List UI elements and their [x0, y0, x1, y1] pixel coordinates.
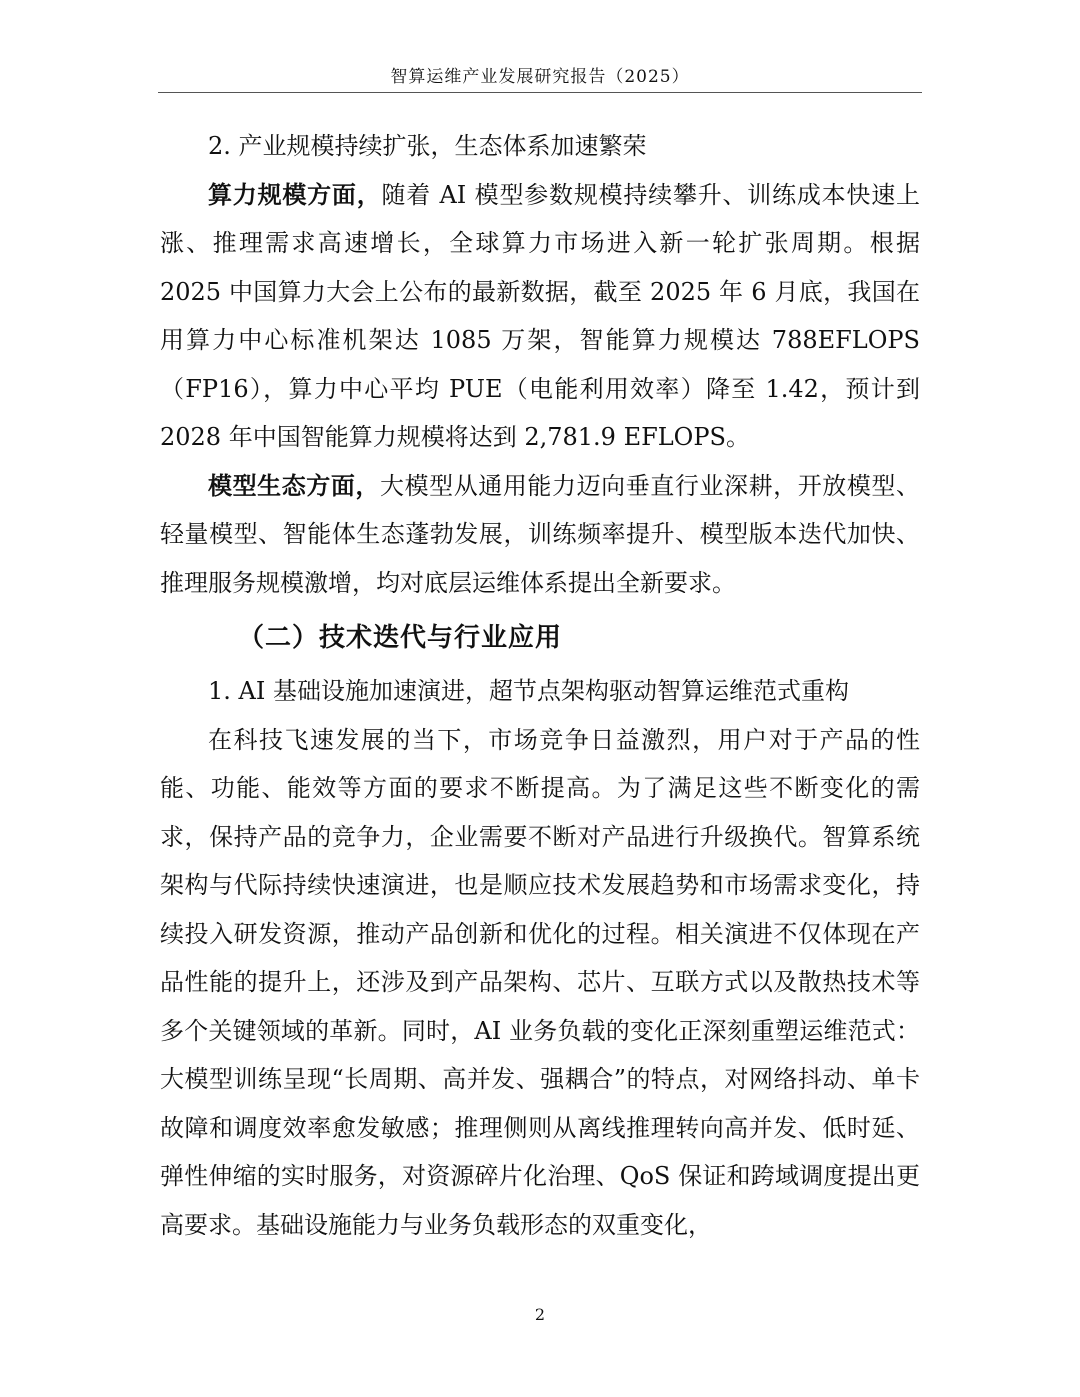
paragraph-model-lead: 模型生态方面， — [208, 470, 380, 500]
paragraph-compute-lead: 算力规模方面， — [208, 179, 382, 209]
section-heading-tech-iteration: （二）技术迭代与行业应用 — [238, 623, 563, 653]
paragraph-model-ecosystem — [160, 462, 920, 608]
subheading-ai-infrastructure: 1. AI 基础设施加速演进，超节点架构驱动智算运维范式重构 — [208, 677, 849, 705]
paragraph-compute-scale — [160, 171, 920, 462]
paragraph-compute-body: 随着 AI 模型参数规模持续攀升、训练成本快速上涨、推理需求高速增长，全球算力市场进入新一轮扩张周期。根据 2025 中国算力大会上公布的最新数据，截至 2025 年 6 月底，我国在用算力中心标准机架达 1085 万架，智能算力规模达 788EFLOPS（FP16），算力中心平均 PUE（电能利用效率）降至 1.42，预计到 2028 年中国智能算力规模将达到 2,781.9 EFLOPS。 — [160, 180, 920, 451]
paragraph-infrastructure: 在科技飞速发展的当下，市场竞争日益激烈，用户对于产品的性能、功能、能效等方面的要求不断提高。为了满足这些不断变化的需求，保持产品的竞争力，企业需要不断对产品进行升级换代。智算系统架构与代际持续快速演进，也是顺应技术发展趋势和市场需求变化，持续投入研发资源，推动产品创新和优化的过程。相关演进不仅体现在产品性能的提升上，还涉及到产品架构、芯片、互联方式以及散热技术等多个关键领域的革新。同时，AI 业务负载的变化正深刻重塑运维范式：大模型训练呈现“长周期、高并发、强耦合”的特点，对网络抖动、单卡故障和调度效率愈发敏感；推理侧则从离线推理转向高并发、低时延、弹性伸缩的实时服务，对资源碎片化治理、QoS 保证和跨域调度提出更高要求。基础设施能力与业务负载形态的双重变化， — [160, 725, 920, 1239]
subheading-industry-scale: 2. 产业规模持续扩张，生态体系加速繁荣 — [208, 132, 647, 160]
page-body — [160, 122, 920, 1249]
page-header: 智算运维产业发展研究报告（2025） — [390, 67, 690, 87]
paragraph-model-body: 大模型从通用能力迈向垂直行业深耕，开放模型、轻量模型、智能体生态蓬勃发展，训练频率提升、模型版本迭代加快、推理服务规模激增，均对底层运维体系提出全新要求。 — [160, 471, 920, 597]
header-divider — [158, 92, 922, 93]
page-number: 2 — [534, 1305, 546, 1324]
